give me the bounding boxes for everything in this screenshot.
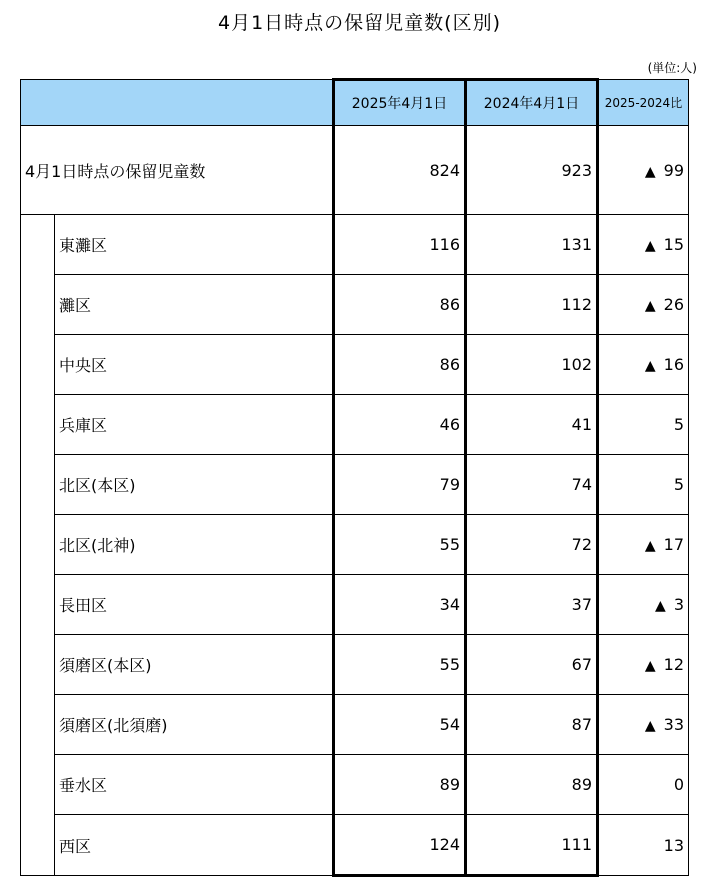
ward-2024: 67 <box>466 635 598 695</box>
total-ratio-value: 99 <box>663 160 684 180</box>
header-label-cell <box>21 80 334 126</box>
ward-ratio-value: 5 <box>673 415 684 434</box>
ward-ratio <box>598 455 689 515</box>
ward-name: 須磨区(本区) <box>55 635 334 695</box>
table-row <box>21 695 689 755</box>
ward-name: 北区(本区) <box>55 455 334 515</box>
decrease-triangle-icon: ▲ <box>644 163 656 180</box>
ward-name: 中央区 <box>55 335 334 395</box>
indent-cell <box>21 395 55 455</box>
ward-2025: 34 <box>334 575 466 635</box>
ward-ratio-value: 15 <box>663 235 684 254</box>
ward-2024: 87 <box>466 695 598 755</box>
indent-cell <box>21 575 55 635</box>
decrease-triangle-icon: ▲ <box>644 658 656 674</box>
ward-ratio <box>598 215 689 275</box>
ward-ratio <box>598 335 689 395</box>
ward-name: 須磨区(北須磨) <box>55 695 334 755</box>
ward-2025: 79 <box>334 455 466 515</box>
decrease-triangle-icon: ▲ <box>644 538 656 554</box>
ward-2025: 55 <box>334 635 466 695</box>
waitlist-table <box>20 78 689 877</box>
header-ratio: 2025-2024比 <box>598 80 689 126</box>
table-row <box>21 335 689 395</box>
decrease-triangle-icon: ▲ <box>655 598 666 614</box>
ward-ratio-value: 17 <box>663 535 684 554</box>
ward-ratio <box>598 755 689 815</box>
table-row <box>21 575 689 635</box>
indent-cell <box>21 275 55 335</box>
ward-ratio-value: 16 <box>663 355 684 374</box>
table-row <box>21 755 689 815</box>
ward-name: 長田区 <box>55 575 334 635</box>
total-ratio <box>598 126 689 215</box>
ward-ratio <box>598 515 689 575</box>
table-row <box>21 815 689 876</box>
ward-ratio <box>598 275 689 335</box>
total-2024: 923 <box>466 126 598 215</box>
ward-ratio-value: 0 <box>673 775 684 794</box>
ward-2025: 86 <box>334 275 466 335</box>
ward-ratio <box>598 695 689 755</box>
ward-ratio-value: 33 <box>663 715 684 734</box>
ward-2025: 54 <box>334 695 466 755</box>
ward-name: 灘区 <box>55 275 334 335</box>
total-row <box>21 126 689 215</box>
ward-name: 東灘区 <box>55 215 334 275</box>
ward-ratio-value: 3 <box>673 595 684 614</box>
ward-ratio-value: 13 <box>663 835 684 855</box>
ward-2024: 131 <box>466 215 598 275</box>
ward-name: 北区(北神) <box>55 515 334 575</box>
ward-ratio-value: 26 <box>663 295 684 314</box>
table-row <box>21 635 689 695</box>
ward-2025: 89 <box>334 755 466 815</box>
ward-2024: 111 <box>466 815 598 876</box>
indent-cell <box>21 755 55 815</box>
indent-cell <box>21 455 55 515</box>
ward-ratio <box>598 635 689 695</box>
ward-ratio-value: 5 <box>673 475 684 494</box>
ward-2024: 74 <box>466 455 598 515</box>
header-row <box>21 80 689 126</box>
table-row <box>21 215 689 275</box>
ward-2024: 72 <box>466 515 598 575</box>
ward-2025: 124 <box>334 815 466 876</box>
unit-note: (単位:人) <box>647 61 697 75</box>
total-2025: 824 <box>334 126 466 215</box>
ward-2025: 86 <box>334 335 466 395</box>
ward-ratio <box>598 815 689 876</box>
table-row <box>21 395 689 455</box>
ward-ratio-value: 12 <box>663 655 684 674</box>
ward-2025: 46 <box>334 395 466 455</box>
indent-cell <box>21 815 55 876</box>
page-title: 4月1日時点の保留児童数(区別) <box>217 12 501 34</box>
decrease-triangle-icon: ▲ <box>644 238 656 254</box>
table-row <box>21 455 689 515</box>
header-2024: 2024年4月1日 <box>466 80 598 126</box>
ward-2024: 37 <box>466 575 598 635</box>
ward-2025: 116 <box>334 215 466 275</box>
total-label: 4月1日時点の保留児童数 <box>21 126 334 215</box>
decrease-triangle-icon: ▲ <box>644 298 656 314</box>
indent-cell <box>21 695 55 755</box>
ward-ratio <box>598 395 689 455</box>
ward-2024: 102 <box>466 335 598 395</box>
ward-2024: 112 <box>466 275 598 335</box>
indent-cell <box>21 335 55 395</box>
decrease-triangle-icon: ▲ <box>644 358 656 374</box>
ward-name: 兵庫区 <box>55 395 334 455</box>
ward-2025: 55 <box>334 515 466 575</box>
ward-2024: 41 <box>466 395 598 455</box>
ward-name: 垂水区 <box>55 755 334 815</box>
decrease-triangle-icon: ▲ <box>644 718 656 734</box>
table-row <box>21 275 689 335</box>
indent-cell <box>21 515 55 575</box>
ward-ratio <box>598 575 689 635</box>
table-row <box>21 515 689 575</box>
indent-cell <box>21 215 55 275</box>
ward-name: 西区 <box>55 815 334 876</box>
indent-cell <box>21 635 55 695</box>
ward-2024: 89 <box>466 755 598 815</box>
header-2025: 2025年4月1日 <box>334 80 466 126</box>
